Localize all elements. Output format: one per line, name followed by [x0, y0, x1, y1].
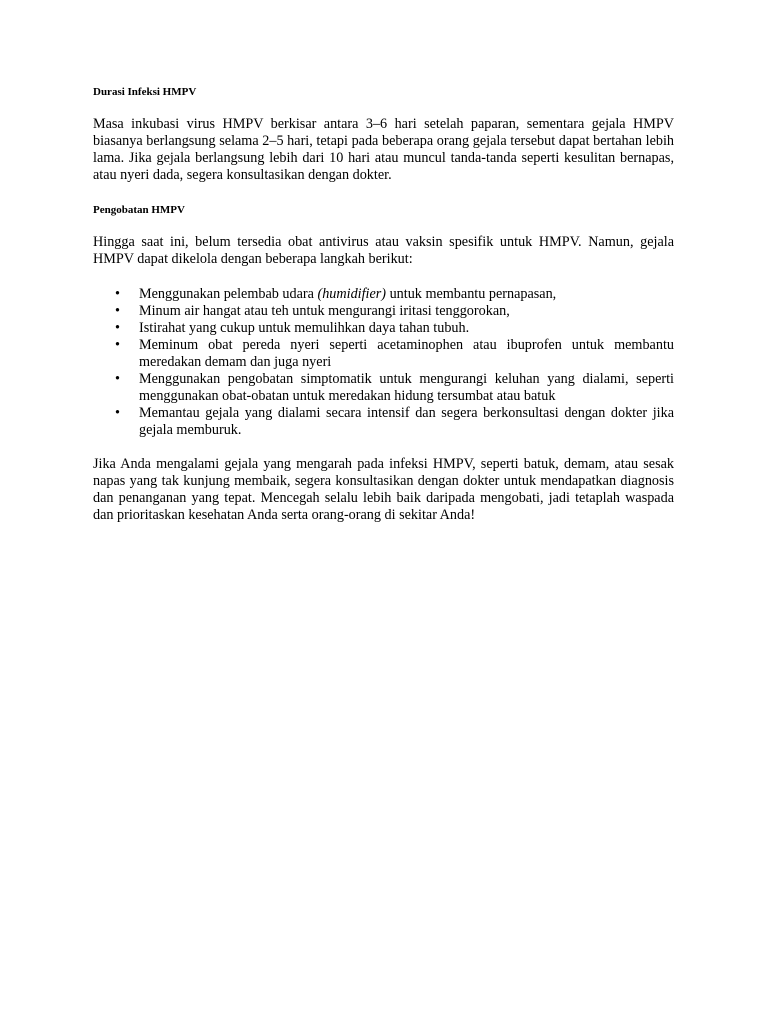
treatment-list — [93, 286, 674, 439]
list-item-text-after: untuk membantu pernapasan, — [386, 286, 557, 302]
list-item-text-before: Menggunakan pelembab udara — [139, 286, 318, 302]
list-item-text: Istirahat yang cukup untuk memulihkan daya tahan tubuh. — [139, 320, 470, 336]
bullet-marker: • — [115, 320, 120, 336]
heading-durasi-infeksi: Durasi Infeksi HMPV — [93, 86, 197, 98]
list-item-text: Memantau gejala yang dialami secara intensif dan segera berkonsultasi dengan dokter jika gejala memburuk. — [139, 405, 674, 438]
paragraph-closing: Jika Anda mengalami gejala yang mengarah pada infeksi HMPV, seperti batuk, demam, atau sesak napas yang tak kunjung membaik, segera konsultasikan dengan dokter untuk mendapatkan diagnosis dan penanganan yang tepat. Mencegah selalu lebih baik daripada mengobati, jadi tetaplah waspada dan prioritaskan kesehatan Anda serta orang-orang di sekitar Anda! — [93, 456, 674, 523]
bullet-marker: • — [115, 337, 120, 353]
heading-pengobatan: Pengobatan HMPV — [93, 204, 185, 216]
paragraph-pengobatan-intro: Hingga saat ini, belum tersedia obat antivirus atau vaksin spesifik untuk HMPV. Namun, gejala HMPV dapat dikelola dengan beberapa langkah berikut: — [93, 234, 674, 267]
list-item-text: Menggunakan pengobatan simptomatik untuk mengurangi keluhan yang dialami, seperti menggunakan obat-obatan untuk meredakan hidung tersumbat atau batuk — [139, 371, 674, 404]
list-item — [93, 371, 674, 405]
bullet-marker: • — [115, 303, 120, 319]
list-item — [93, 337, 674, 371]
paragraph-durasi: Masa inkubasi virus HMPV berkisar antara 3–6 hari setelah paparan, sementara gejala HMPV biasanya berlangsung selama 2–5 hari, tetapi pada beberapa orang gejala tersebut dapat bertahan lebih lama. Jika gejala berlangsung lebih dari 10 hari atau muncul tanda-tanda seperti kesulitan bernapas, atau nyeri dada, segera konsultasikan dengan dokter. — [93, 116, 674, 183]
list-item — [93, 303, 674, 320]
list-item — [93, 405, 674, 439]
list-item — [93, 320, 674, 337]
bullet-marker: • — [115, 286, 120, 302]
list-item-text: Minum air hangat atau teh untuk mengurangi iritasi tenggorokan, — [139, 303, 510, 319]
bullet-marker: • — [115, 405, 120, 421]
list-item-italic-term: (humidifier) — [317, 286, 387, 302]
document-page — [93, 84, 674, 524]
list-item-text: Meminum obat pereda nyeri seperti acetaminophen atau ibuprofen untuk membantu meredakan demam dan juga nyeri — [139, 337, 674, 370]
bullet-marker: • — [115, 371, 120, 387]
list-item — [93, 286, 674, 303]
